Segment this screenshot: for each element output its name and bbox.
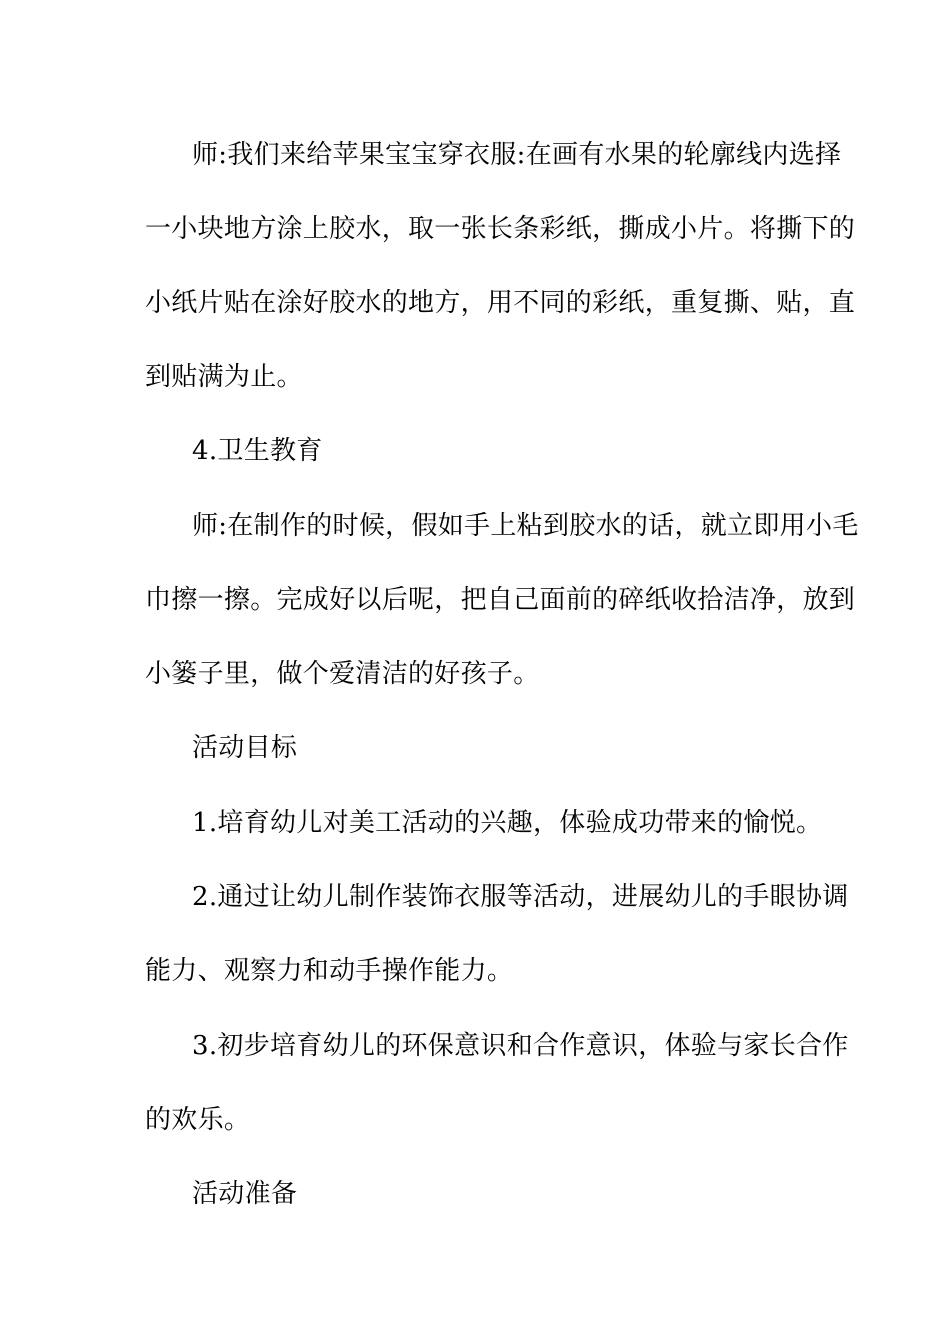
goal-2-line-1: 2.通过让幼儿制作装饰衣服等活动，进展幼儿的手眼协调: [192, 882, 849, 912]
paragraph-3-line-2: 巾擦一擦。完成好以后呢，把自己面前的碎纸收拾洁净，放到: [145, 585, 856, 615]
goal-3-line-1: 3.初步培育幼儿的环保意识和合作意识，体验与家长合作: [192, 1031, 849, 1061]
paragraph-3-line-1: 师:在制作的时候，假如手上粘到胶水的话，就立即用小毛: [192, 511, 859, 541]
paragraph-1-line-1: 师:我们来给苹果宝宝穿衣服:在画有水果的轮廓线内选择: [192, 140, 842, 170]
section-heading-goals: 活动目标: [192, 733, 298, 763]
goal-1-line-1: 1.培育幼儿对美工活动的兴趣，体验成功带来的愉悦。: [192, 808, 823, 838]
section-heading-preparation: 活动准备: [192, 1179, 298, 1209]
paragraph-3-line-3: 小篓子里，做个爱清洁的好孩子。: [145, 659, 540, 689]
paragraph-1-line-4: 到贴满为止。: [145, 362, 303, 392]
goal-3-line-2: 的欢乐。: [145, 1105, 251, 1135]
section-heading-hygiene: 4.卫生教育: [192, 436, 323, 466]
paragraph-1-line-2: 一小块地方涂上胶水，取一张长条彩纸，撕成小片。将撕下的: [145, 214, 856, 244]
goal-2-line-2: 能力、观察力和动手操作能力。: [145, 956, 514, 986]
paragraph-1-line-3: 小纸片贴在涂好胶水的地方，用不同的彩纸，重复撕、贴，直: [145, 288, 856, 318]
